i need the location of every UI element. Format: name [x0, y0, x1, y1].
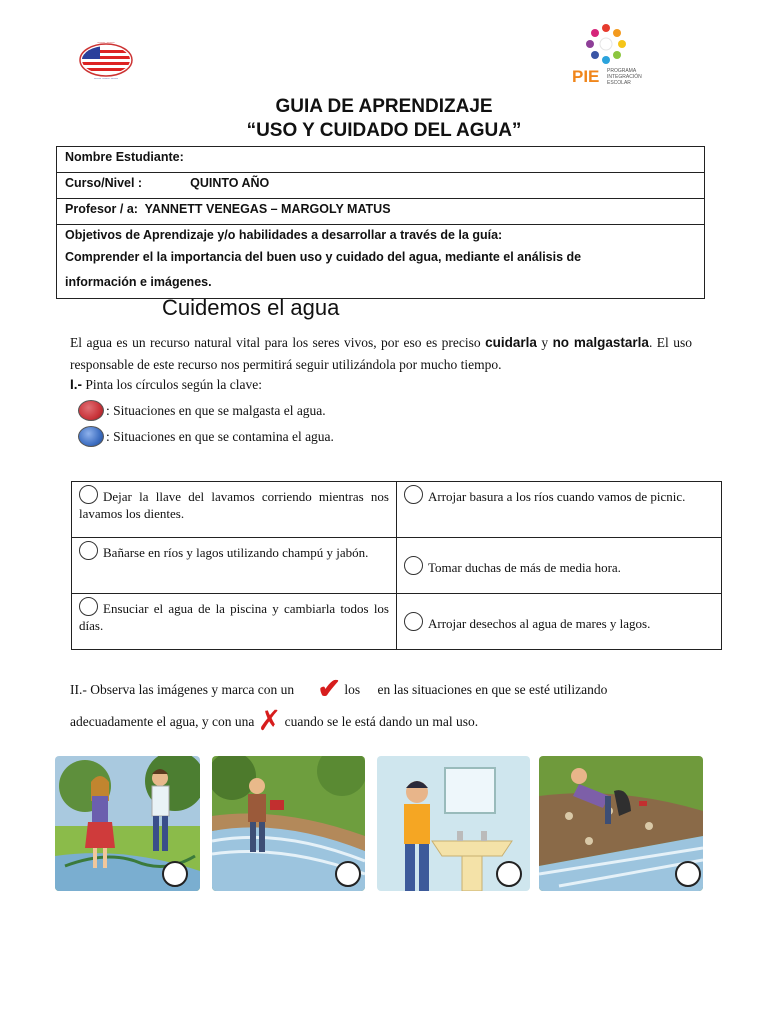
- section-title: Cuidemos el agua: [162, 295, 340, 320]
- situation-text: Ensuciar el agua de la piscina y cambiarla todos los días.: [79, 601, 389, 633]
- paint-circle[interactable]: [79, 485, 98, 504]
- svg-text:~~~ ~~~: ~~~ ~~~: [97, 41, 115, 46]
- teacher-value: YANNETT VENEGAS – MARGOLY MATUS: [144, 202, 391, 216]
- paint-circle[interactable]: [404, 485, 423, 504]
- paint-circle[interactable]: [79, 597, 98, 616]
- intro-text-2: y: [536, 335, 553, 350]
- teacher-row: [57, 199, 705, 225]
- intro-paragraph: [70, 332, 692, 376]
- task1-text: Pinta los círculos según la clave:: [82, 377, 262, 392]
- situation-cell: [397, 538, 722, 594]
- legend-pollution: [78, 426, 334, 447]
- situation-text: Tomar duchas de más de media hora.: [428, 559, 621, 575]
- task2-text-2: los: [344, 682, 361, 697]
- paint-circle[interactable]: [404, 556, 423, 575]
- kids-hose-park-illustration: [55, 756, 200, 891]
- legend-waste-text: : Situaciones en que se malgasta el agua.: [106, 402, 326, 418]
- blue-dot-icon: [78, 426, 104, 447]
- person-picking-trash-riverbank-illustration: [539, 756, 703, 891]
- svg-text:~~~ ~~~ ~~~: ~~~ ~~~ ~~~: [93, 76, 119, 81]
- guide-subtitle: “USO Y CUIDADO DEL AGUA”: [246, 120, 522, 141]
- task1-number: I.-: [70, 377, 82, 392]
- task2-text-4: adecuadamente el agua, y con una: [70, 714, 255, 729]
- task2-text-3: en las situaciones en que se esté utilizando: [377, 682, 608, 697]
- situation-text: Arrojar desechos al agua de mares y lagos.: [428, 615, 651, 631]
- situation-cell: [397, 594, 722, 650]
- red-dot-icon: [78, 400, 104, 421]
- situation-text: Arrojar basura a los ríos cuando vamos de picnic.: [428, 489, 686, 504]
- intro-bold-2: no malgastarla: [552, 335, 649, 350]
- legend-waste: [78, 400, 326, 421]
- course-value: QUINTO AÑO: [190, 176, 270, 190]
- answer-circle[interactable]: [675, 861, 701, 887]
- objectives-heading: Objetivos de Aprendizaje y/o habilidades a desarrollar a través de la guía:: [65, 228, 503, 242]
- legend-pollution-text: : Situaciones en que se contamina el agua.: [106, 428, 334, 444]
- school-flag-logo: [76, 36, 138, 82]
- student-name-label: Nombre Estudiante:: [65, 150, 184, 164]
- objectives-text-2: información e imágenes.: [65, 275, 212, 289]
- situation-cell: [397, 482, 722, 538]
- objectives-row: [57, 225, 705, 299]
- svg-text:ESCOLAR: ESCOLAR: [607, 80, 631, 86]
- intro-bold-1: cuidarla: [485, 335, 537, 350]
- intro-text-1: El agua es un recurso natural vital para los seres vivos, por eso es preciso: [70, 335, 486, 350]
- situation-cell: [72, 538, 397, 594]
- intro-text-3: . El uso responsable de este recurso nos permitirá seguir utilizándola por mucho tiempo.: [70, 335, 692, 372]
- answer-circle[interactable]: [496, 861, 522, 887]
- man-trash-river-illustration: [212, 756, 365, 891]
- situation-cell: [72, 594, 397, 650]
- situation-cell: [72, 482, 397, 538]
- task2-instruction-line2: [70, 704, 478, 738]
- cross-mark-icon: ✗: [257, 706, 282, 737]
- task2-text-5: cuando se le está dando un mal uso.: [284, 714, 479, 729]
- paint-circle[interactable]: [79, 541, 98, 560]
- student-name-field[interactable]: [57, 147, 705, 173]
- boy-brushing-teeth-illustration: [377, 756, 530, 891]
- pie-program-logo: [570, 18, 660, 90]
- objectives-text-1: Comprender el la importancia del buen uso y cuidado del agua, mediante el análisis de: [65, 250, 582, 264]
- student-info-table: [56, 146, 705, 299]
- situations-table: [71, 481, 722, 650]
- situation-text: Bañarse en ríos y lagos utilizando champú y jabón.: [103, 545, 369, 560]
- check-mark-icon: ✔: [317, 674, 342, 705]
- pie-logo-text: PIE: [572, 67, 600, 86]
- answer-circle[interactable]: [162, 861, 188, 887]
- task2-instruction-line1: [70, 672, 607, 706]
- teacher-label: Profesor / a:: [65, 202, 138, 216]
- paint-circle[interactable]: [404, 612, 423, 631]
- situation-text: Dejar la llave del lavamos corriendo mientras nos lavamos los dientes.: [79, 489, 389, 521]
- answer-circle[interactable]: [335, 861, 361, 887]
- course-row: [57, 173, 705, 199]
- task2-text-1: II.- Observa las imágenes y marca con un: [70, 682, 295, 697]
- course-label: Curso/Nivel :: [65, 176, 143, 190]
- svg-text:INTEGRACIÓN: INTEGRACIÓN: [607, 74, 642, 80]
- task1-instruction: [70, 377, 262, 393]
- svg-text:PROGRAMA: PROGRAMA: [607, 68, 637, 74]
- guide-title: GUIA DE APRENDIZAJE: [275, 96, 493, 117]
